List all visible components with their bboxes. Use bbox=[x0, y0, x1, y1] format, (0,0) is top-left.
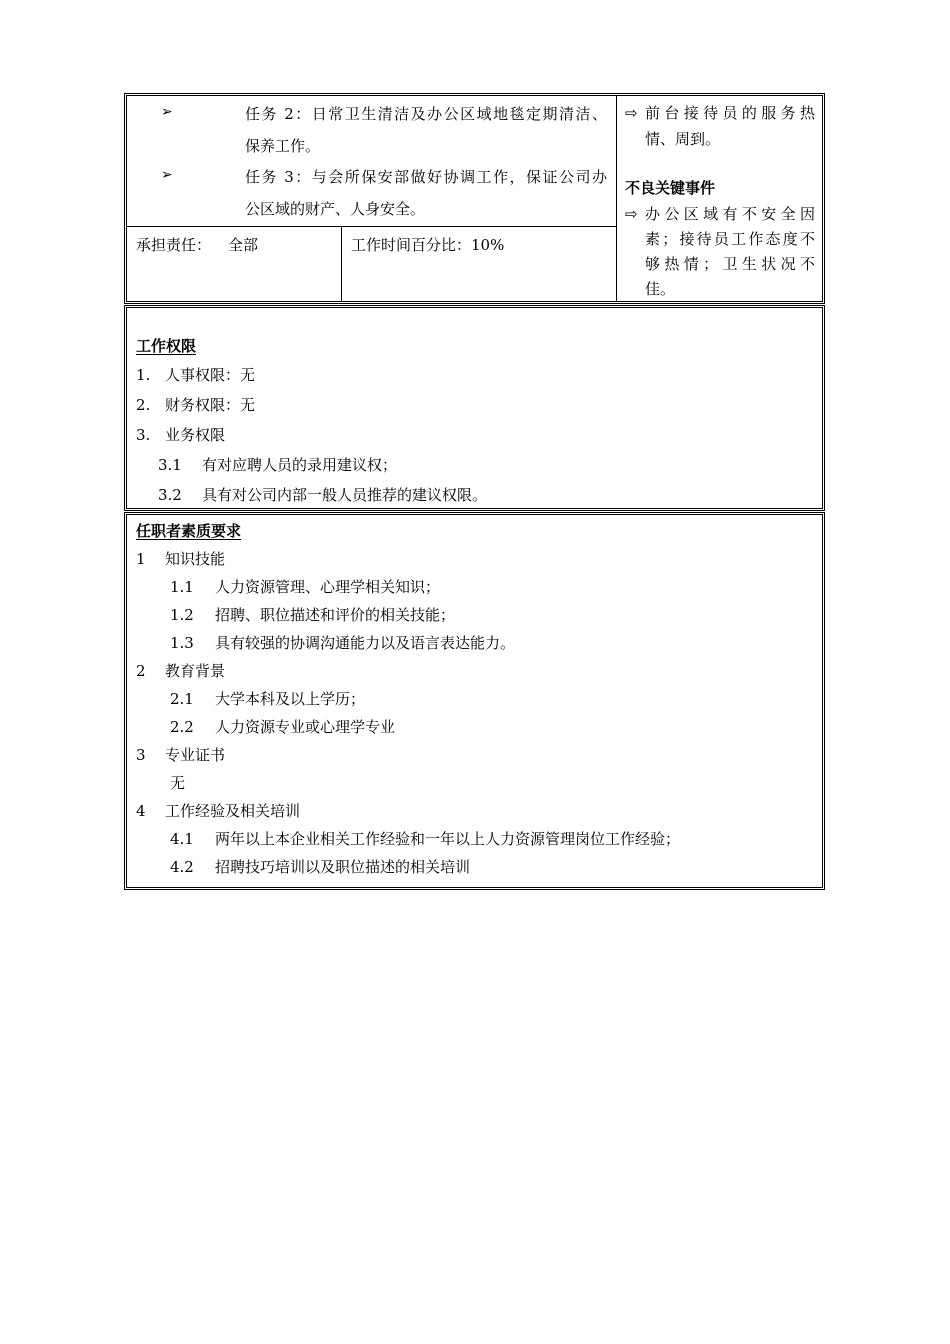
task-2-bullet: ➢ bbox=[161, 104, 173, 120]
qualification-sub-num: 1.1 bbox=[170, 578, 194, 596]
good-event-line1: 前台接待员的服务热 bbox=[645, 104, 815, 122]
qualification-group-num: 2 bbox=[136, 662, 146, 680]
qualification-group-title: 工作经验及相关培训 bbox=[165, 802, 301, 820]
qualification-sub-text: 大学本科及以上学历； bbox=[215, 690, 366, 708]
qualification-section bbox=[124, 512, 825, 890]
authority-item-num: 2. bbox=[136, 396, 151, 414]
authority-item-text: 财务权限：无 bbox=[165, 396, 256, 414]
qualification-group-title: 专业证书 bbox=[165, 746, 226, 764]
qualification-sub-text: 人力资源管理、心理学相关知识； bbox=[215, 578, 441, 596]
authority-item-num: 3. bbox=[136, 426, 151, 444]
authority-item-num: 1. bbox=[136, 366, 151, 384]
bad-event-line3: 够热情；卫生状况不 bbox=[645, 255, 815, 273]
authority-subitem-num: 3.1 bbox=[158, 456, 182, 474]
responsibility-label: 承担责任： bbox=[136, 236, 212, 254]
time-percent: 工作时间百分比：10% bbox=[351, 236, 505, 254]
task-2-text-line1: 任务 2：日常卫生清洁及办公区域地毯定期清洁、 bbox=[245, 105, 607, 123]
authority-subitem-text: 有对应聘人员的录用建议权； bbox=[202, 456, 398, 474]
task-3-bullet: ➢ bbox=[161, 167, 173, 183]
row-divider-responsibility bbox=[127, 226, 616, 227]
qualification-group-num: 3 bbox=[136, 746, 146, 764]
task-3-text-line1: 任务 3：与会所保安部做好协调工作，保证公司办 bbox=[245, 168, 607, 186]
task-3-text-line2: 公区域的财产、人身安全。 bbox=[245, 200, 426, 218]
good-event-line2: 情、周到。 bbox=[645, 130, 721, 148]
qualification-sub-text: 招聘、职位描述和评价的相关技能； bbox=[215, 606, 456, 624]
qualification-group-num: 1 bbox=[136, 550, 146, 568]
column-divider-time bbox=[341, 226, 342, 301]
authority-item-text: 人事权限：无 bbox=[165, 366, 256, 384]
qualification-group-num: 4 bbox=[136, 802, 146, 820]
column-divider-kpi bbox=[616, 96, 617, 301]
bad-events-title: 不良关键事件 bbox=[625, 179, 716, 197]
qualification-sub-text: 两年以上本企业相关工作经验和一年以上人力资源管理岗位工作经验； bbox=[215, 830, 681, 848]
authority-subitem-num: 3.2 bbox=[158, 486, 182, 504]
qualification-note: 无 bbox=[170, 774, 186, 792]
job-description-sheet bbox=[124, 93, 825, 890]
qualification-sub-text: 招聘技巧培训以及职位描述的相关培训 bbox=[215, 858, 471, 876]
qualification-sub-num: 1.3 bbox=[170, 634, 194, 652]
good-event-arrow-icon: ⇨ bbox=[625, 104, 638, 122]
qualification-sub-num: 4.2 bbox=[170, 858, 194, 876]
qualification-title: 任职者素质要求 bbox=[136, 522, 242, 540]
bad-event-line1: 办公区域有不安全因 bbox=[645, 205, 815, 223]
authority-item-text: 业务权限 bbox=[165, 426, 226, 444]
qualification-sub-text: 人力资源专业或心理学专业 bbox=[215, 718, 396, 736]
task-table bbox=[124, 93, 825, 304]
qualification-group-title: 教育背景 bbox=[165, 662, 226, 680]
bad-event-arrow-icon: ⇨ bbox=[625, 205, 638, 223]
qualification-sub-num: 2.1 bbox=[170, 690, 194, 708]
authority-section bbox=[124, 305, 825, 511]
responsibility-value: 全部 bbox=[228, 236, 259, 254]
qualification-sub-num: 1.2 bbox=[170, 606, 194, 624]
authority-subitem-text: 具有对公司内部一般人员推荐的建议权限。 bbox=[202, 486, 488, 504]
authority-title: 工作权限 bbox=[136, 337, 197, 355]
bad-event-line4: 佳。 bbox=[645, 280, 676, 298]
qualification-sub-num: 4.1 bbox=[170, 830, 194, 848]
bad-event-line2: 素；接待员工作态度不 bbox=[645, 230, 815, 248]
qualification-group-title: 知识技能 bbox=[165, 550, 226, 568]
task-2-text-line2: 保养工作。 bbox=[245, 137, 321, 155]
qualification-sub-text: 具有较强的协调沟通能力以及语言表达能力。 bbox=[215, 634, 516, 652]
qualification-sub-num: 2.2 bbox=[170, 718, 194, 736]
